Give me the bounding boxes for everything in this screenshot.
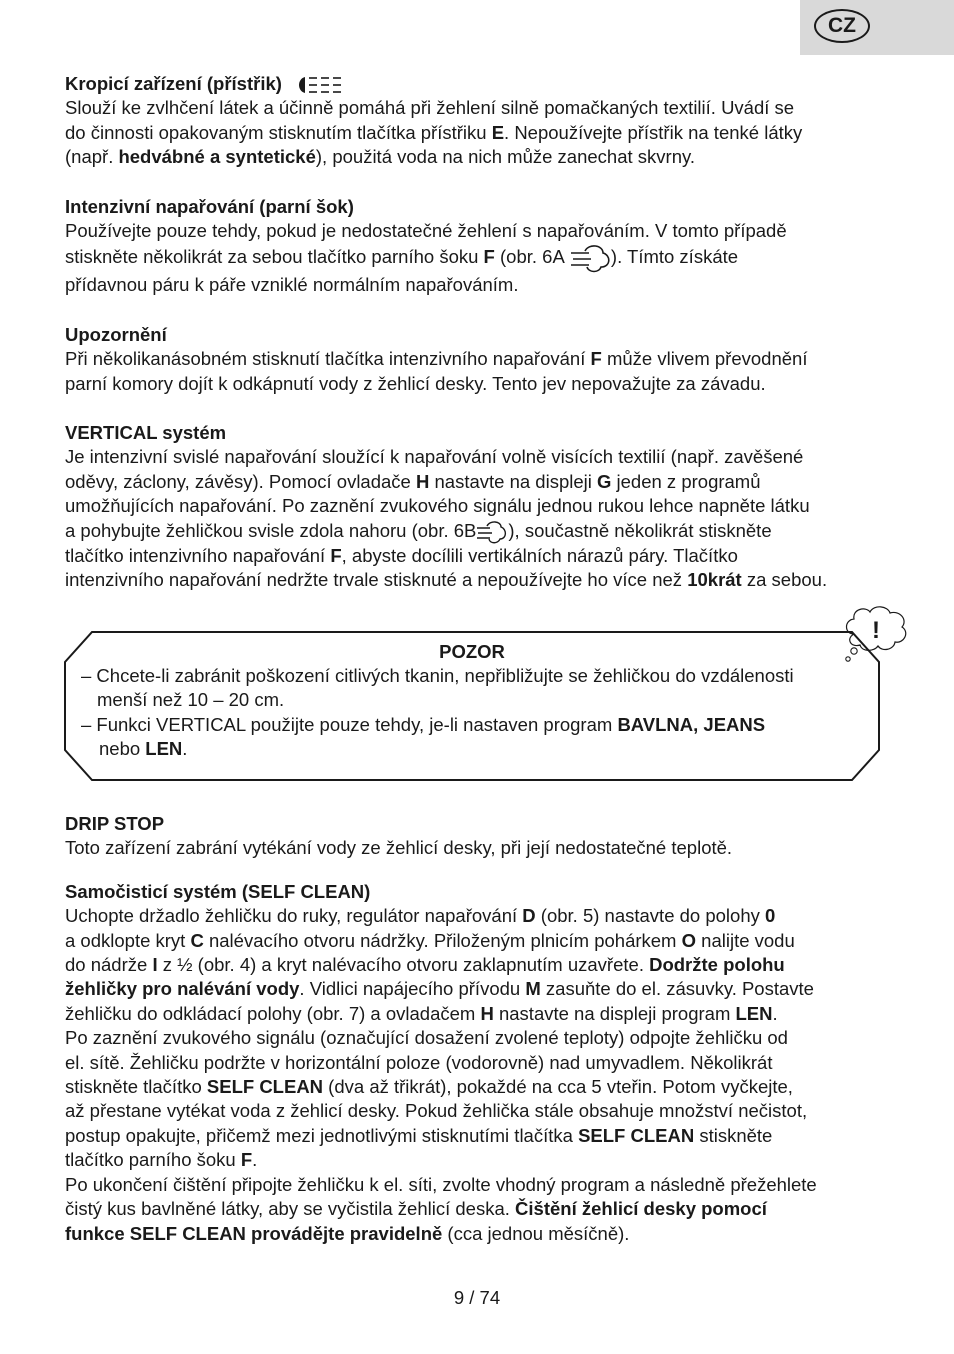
paragraph-line: Je intenzivní svislé napařování sloužící k napařování volně visících textilií (např. zavěšené [65, 446, 804, 468]
paragraph-line: žehličky pro nalévání vody. Vidlici napájecího přívodu M zasuňte do el. zásuvky. Postavte [65, 978, 814, 1000]
section-self-clean [65, 880, 905, 1246]
paragraph-line: Používejte pouze tehdy, pokud je nedostatečné žehlení s napařováním. V tomto případě [65, 220, 787, 242]
section-steam-shot [65, 195, 905, 298]
paragraph-line: přídavnou páru k páře vzniklé normálním napařováním. [65, 274, 519, 296]
paragraph-line: a odklopte kryt C nalévacího otvoru nádržky. Přiloženým plnicím pohárkem O nalijte vodu [65, 929, 795, 951]
paragraph-line: do nádrže I z ½ (obr. 4) a kryt nalévacího otvoru zaklapnutím uzavřete. Dodržte polohu [65, 954, 785, 976]
section-title-drip-stop: DRIP STOP [65, 813, 165, 834]
paragraph-line: parní komory dojít k odkápnutí vody z žehlicí desky. Tento jev nepovažujte za závadu. [65, 372, 766, 394]
warning-list [81, 664, 876, 762]
paragraph-line: až přestane vytékat voda z žehlicí desky. Pokud žehlička stále obsahuje množství nečistot, [65, 1100, 808, 1122]
paragraph-line: žehličku do odkládací polohy (obr. 7) a ovladačem H nastavte na displeji program LEN. [65, 1002, 778, 1024]
paragraph-line: Uchopte držadlo žehličku do ruky, regulátor napařování D (obr. 5) nastavte do polohy 0 [65, 905, 776, 927]
warning-item: – Chcete-li zabránit poškození citlivých tkanin, nepřibližujte se žehličkou do vzdálenosti menší než 10 – 20 cm. [81, 665, 794, 711]
lower-content [65, 812, 905, 1246]
page-number: 9 / 74 [453, 1287, 501, 1308]
section-title-spray: Kropicí zařízení (přístřik) [65, 72, 905, 96]
paragraph-line: funkce SELF CLEAN provádějte pravidelně (cca jednou měsíčně). [65, 1222, 630, 1244]
svg-text:!: ! [872, 617, 880, 644]
paragraph-line: tlačítko intenzivního napařování F, abyste docílili vertikálních nárazů páry. Tlačítko [65, 544, 738, 566]
warning-title: POZOR [439, 641, 505, 662]
paragraph-line: postup opakujte, přičemž mezi jednotlivými stisknutími tlačítka SELF CLEAN stiskněte [65, 1124, 773, 1146]
paragraph-line: tlačítko parního šoku F. [65, 1149, 258, 1171]
steam-shot-icon [569, 243, 611, 273]
paragraph-line: stiskněte tlačítko SELF CLEAN (dva až třikrát), pokaždé na cca 5 vteřin. Potom vyčkejte, [65, 1076, 793, 1098]
paragraph-line: (např. hedvábné a syntetické), použitá voda na nich může zanechat skvrny. [65, 146, 695, 168]
section-title-notice: Upozornění [65, 323, 167, 345]
warning-box [63, 630, 881, 782]
paragraph-line: oděvy, záclony, závěsy). Pomocí ovladače H nastavte na displeji G jeden z programů [65, 470, 761, 492]
paragraph-line: Po zaznění zvukového signálu (označující dosažení zvolené teploty) odpojte žehličku od [65, 1027, 788, 1049]
paragraph-line: Toto zařízení zabrání vytékání vody ze žehlicí desky, při její nedostatečné teplotě. [65, 837, 733, 859]
paragraph-line: stiskněte několikrát za sebou tlačítko parního šoku F (obr. 6A ). Tímto získáte [65, 243, 905, 273]
paragraph-line: el. sítě. Žehličku podržte v horizontální poloze (vodorovně) nad umyvadlem. Několikrát [65, 1051, 773, 1073]
paragraph-line: Slouží ke zvlhčení látek a účinně pomáhá při žehlení silně pomačkaných textilií. Uvádí se [65, 97, 795, 119]
paragraph-line: a pohybujte žehličkou svisle zdola nahoru (obr. 6B ), součastně několikrát stiskněte [65, 519, 905, 544]
main-content [65, 72, 905, 593]
steam-shot-icon [476, 520, 508, 544]
section-spray [65, 72, 905, 170]
paragraph-line: intenzivního napařování nedržte trvale stisknuté a nepoužívejte ho více než 10krát za sebou. [65, 569, 828, 591]
warning-item: – Funkci VERTICAL použijte pouze tehdy, je-li nastaven program BAVLNA, JEANS nebo LEN. [81, 713, 766, 760]
paragraph-line: do činnosti opakovaným stisknutím tlačítka přístřiku E. Nepoužívejte přístřik na tenké látky [65, 121, 803, 143]
section-drip-stop [65, 812, 905, 861]
section-title-vertical: VERTICAL systém [65, 422, 227, 444]
paragraph-line: umožňujících napařování. Po zaznění zvukového signálu jednou rukou lehce napněte látku [65, 495, 810, 517]
paragraph-line: Při několikanásobném stisknutí tlačítka intenzivního napařování F může vlivem převodnění [65, 348, 808, 370]
section-notice [65, 323, 905, 396]
section-title-steam-shot: Intenzivní napařování (parní šok) [65, 195, 354, 217]
section-vertical [65, 421, 905, 593]
paragraph-line: čistý kus bavlněné látky, aby se vyčistila žehlicí deska. Čištění žehlicí desky pomocí [65, 1198, 767, 1220]
spray-icon [295, 75, 345, 95]
paragraph-line: Po ukončení čištění připojte žehličku k el. síti, zvolte vhodný program a následně přežehlete [65, 1173, 817, 1195]
language-tab [800, 0, 954, 55]
section-title-self-clean: Samočisticí systém (SELF CLEAN) [65, 880, 371, 902]
language-badge: CZ [814, 9, 870, 43]
